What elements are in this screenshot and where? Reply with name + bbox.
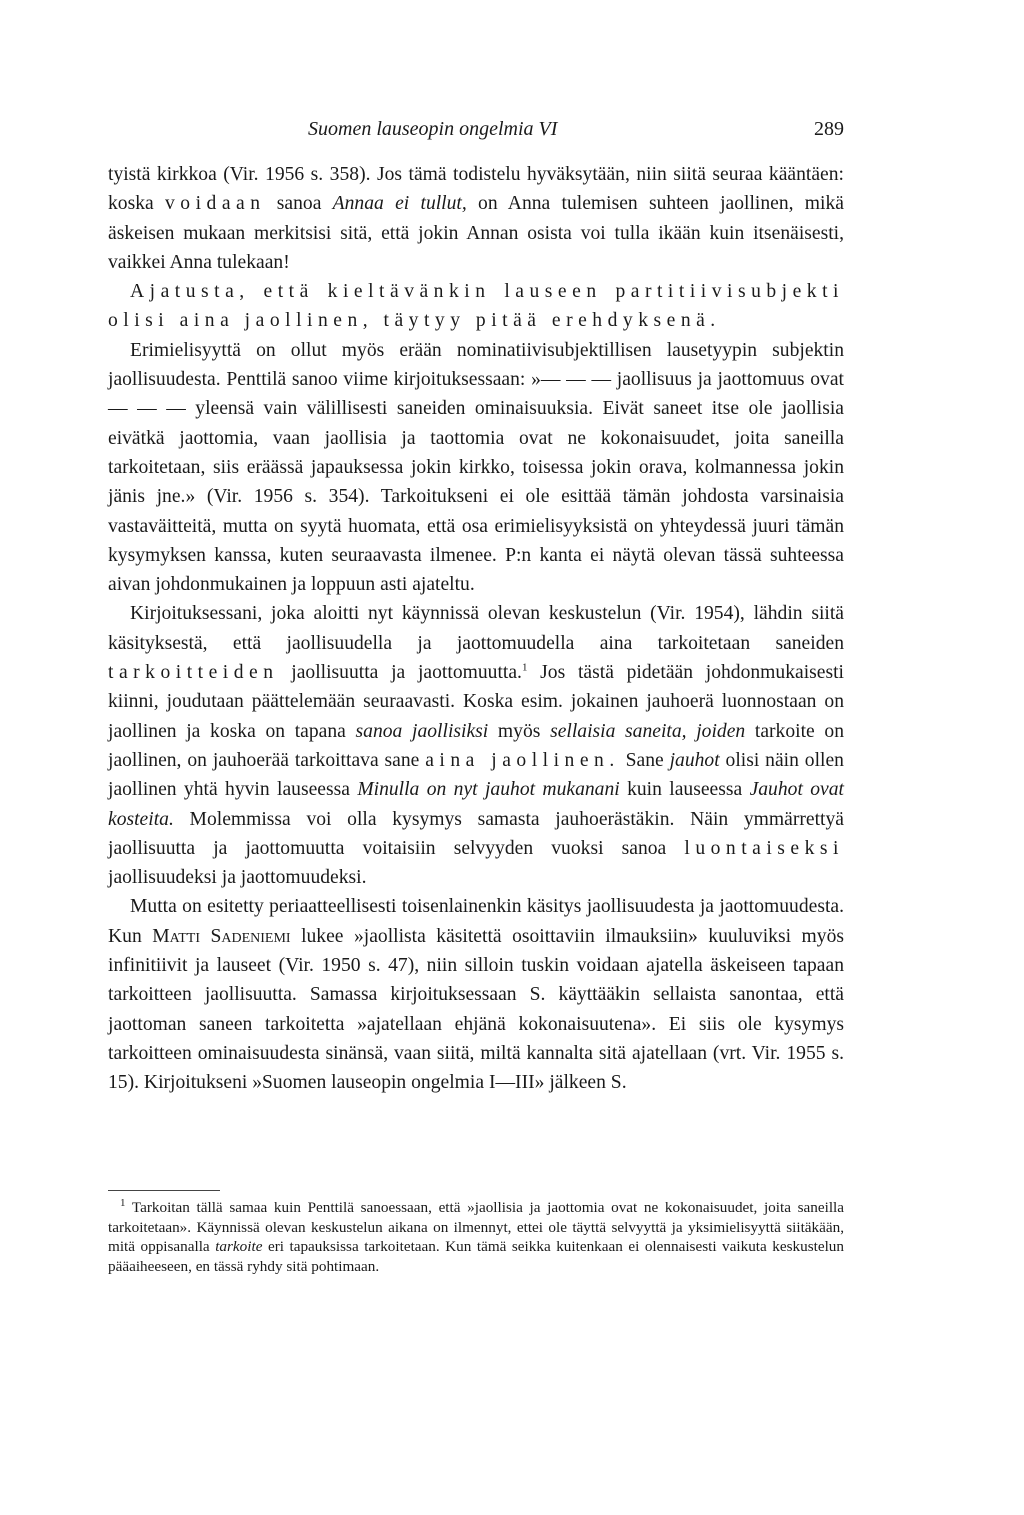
footnote-marker: 1 (120, 1196, 126, 1209)
paragraph-4 (108, 599, 844, 892)
page-header (108, 118, 844, 148)
paragraph-1 (108, 160, 844, 277)
paragraph-5 (108, 892, 844, 1097)
spaced-emphasis: Ajatusta, että kieltävänkin lauseen partitiivisubjekti olisi aina jaollinen, täytyy pitää erehdyksenä. (108, 281, 844, 332)
text-run: Tarkoitan tällä samaa kuin Penttilä sanoessaan, että »jaollisia ja jaottomia ovat ne kokonaisuudet, joita saneilla tarkoitetaan». Käynnissä olevan keskustelun aikana on ilmennyt, ettei ole täyttä selvyyttä ja yksimielisyyttä siitäkään, mitä oppisanalla (108, 1199, 844, 1256)
paragraph-3 (108, 336, 844, 600)
text-run: jaollisuutta ja jaottomuutta. (278, 662, 522, 684)
italic-example: Jauhot ovat kosteita. (108, 779, 844, 830)
spaced-emphasis: aina jaollinen. (425, 749, 620, 771)
text-run: Kirjoituksessani, joka aloitti nyt käynnissä olevan keskustelun (Vir. 1954), lähdin siitä käsityksestä, että jaollisuudella ja jaottomuudella aina tarkoitetaan saneiden (108, 603, 844, 654)
running-title: Suomen lauseopin ongelmia VI (308, 118, 558, 140)
text-run: Molemmissa voi olla kysymys samasta jauhoerästäkin. Näin ymmärrettyä jaollisuutta ja jaottomuutta voitaisiin selvyyden vuoksi sanoa (108, 808, 844, 859)
spaced-emphasis: tarkoitteiden (108, 662, 279, 684)
italic-example: Annaa ei tullut, (332, 193, 467, 215)
page-number: 289 (814, 118, 844, 140)
paragraph-2 (108, 277, 844, 336)
italic-text: tarkoite (215, 1238, 263, 1256)
text-run: olisi näin ollen jaollinen yhtä hyvin lauseessa (108, 749, 844, 801)
spaced-emphasis: voidaan (164, 193, 266, 215)
body-text (108, 160, 844, 1098)
italic-text: sanoa jaollisiksi (355, 720, 489, 742)
italic-text: jauhot (669, 749, 720, 771)
text-run: jaollisuudeksi ja jaottomuudeksi. (108, 867, 367, 889)
italic-example: Minulla on nyt jauhot mukanani (357, 779, 620, 801)
footnote (108, 1198, 844, 1276)
spaced-emphasis: luontaiseksi (684, 837, 844, 859)
text-run: Mutta on esitetty periaatteellisesti toisenlainenkin käsitys jaollisuudesta ja jaottomuudesta. Kun (108, 896, 844, 947)
text-run: tarkoite on jaollinen, on jauhoerää tarkoittava sane (108, 720, 845, 771)
text-run: Erimielisyyttä on ollut myös erään nominatiivisubjektillisen lausetyypin subjektin jaollisuudesta. Penttilä sanoo viime kirjoituksessaan: »— — — jaollisuus ja jaottomuus ovat — — — yleensä vain välillisesti saneiden ominaisuuksia. Eivät saneet itse ole jaollisia eivätkä jaottomia, vaan jaollisia ja taottomia ovat ne kokonaisuudet, joita saneilla tarkoitetaan, siis eräässä japauksessa jokin kirkko, toisessa jokin orava, kolmannessa jokin jänis jne.» (Vir. 1956 s. 354). Tarkoitukseni ei ole esittää tämän johdosta varsinaisia vastaväitteitä, mutta on syytä huomata, että osa erimielisyyksistä on yhteydessä juuri tämän kysymyksen kanssa, kuten seuraavasta ilmenee. P:n kanta ei näytä olevan tässä suhteessa aivan johdonmukainen ja loppuun asti ajateltu. (108, 339, 844, 596)
text-run: Sane (619, 749, 670, 771)
text-run: on Anna tulemisen suhteen jaollinen, mikä äskeisen mukaan merkitsisi sitä, että jokin Annan osista voi tulla ikään kuin itsenäisesti, vaikkei Anna tulekaan! (108, 193, 844, 273)
italic-text: sellaisia saneita, joiden (550, 720, 746, 742)
text-run: Jos tästä pidetään johdonmukaisesti kiinni, joudutaan päättelemään seuraavasti. Koska esim. jokainen jauhoerä luonnostaan on jaollinen ja koska on tapana (108, 662, 844, 742)
footnote-reference: 1 (521, 661, 528, 674)
text-run: myös (488, 720, 551, 742)
author-name: Matti Sadeniemi (152, 925, 291, 947)
text-run: lukee »jaollista käsitettä osoittaviin ilmauksiin» kuuluviksi myös infinitiivit ja lauseet (Vir. 1950 s. 47), niin silloin tuskin voidaan ajatella äskeiseen tapaan tarkoitteen jaollisuutta. Samassa kirjoituksessaan S. käyttääkin sellaista sanontaa, että jaottoman saneen tarkoitetta »ajatellaan ehjänä kokonaisuutena». Ei siis ole kysymys tarkoitteen ominaisuudesta sinänsä, vaan siitä, miltä kannalta sitä ajatellaan (vrt. Vir. 1955 s. 15). Kirjoitukseni »Suomen lauseopin ongelmia I—III» jälkeen S. (108, 925, 844, 1094)
text-run: tyistä kirkkoa (Vir. 1956 s. 358). Jos tämä todistelu hyväksytään, niin siitä seuraa kääntäen: koska (108, 164, 844, 215)
text-run: kuin lauseessa (619, 779, 750, 801)
text-run: sanoa (265, 193, 333, 215)
footnote-divider (108, 1190, 220, 1191)
text-run: eri tapauksissa tarkoitetaan. Kun tämä seikka kuitenkaan ei olennaisesti vaikuta keskustelun pääaiheeseen, en tässä ryhdy sitä pohtimaan. (108, 1238, 844, 1275)
